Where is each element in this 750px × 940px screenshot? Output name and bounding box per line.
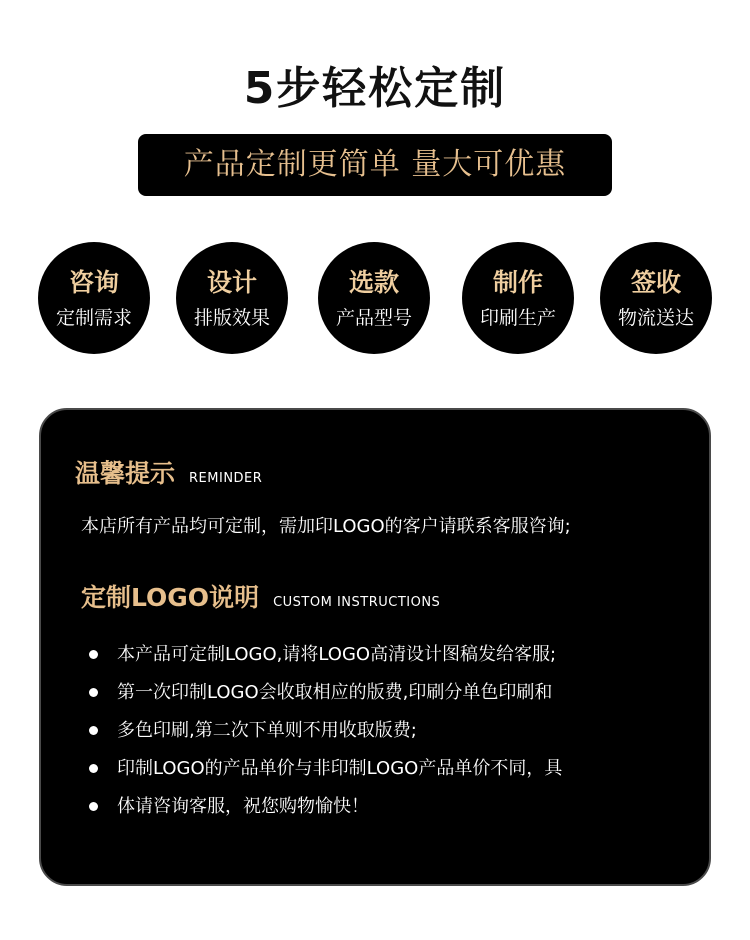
step-select	[318, 242, 430, 354]
step-subtitle: 物流送达	[617, 307, 694, 329]
step-title: 咨询	[68, 268, 119, 297]
step-title: 设计	[206, 268, 257, 297]
logo-instructions-title: 定制LOGO说明	[81, 583, 260, 612]
steps-row	[0, 242, 750, 354]
logo-instructions-title-en: CUSTOM INSTRUCTIONS	[273, 595, 441, 610]
list-item	[89, 794, 699, 832]
logo-instructions-heading	[81, 578, 440, 614]
step-subtitle: 排版效果	[193, 307, 270, 329]
page-title: 5步轻松定制	[243, 63, 507, 114]
list-item-text: 印制LOGO的产品单价与非印制LOGO产品单价不同，具	[117, 758, 563, 779]
step-design	[176, 242, 288, 354]
reminder-title: 温馨提示	[75, 459, 176, 488]
step-title: 选款	[348, 268, 399, 297]
list-item-text: 本产品可定制LOGO,请将LOGO高清设计图稿发给客服;	[117, 644, 557, 665]
list-item-text: 体请咨询客服，祝您购物愉快！	[117, 796, 369, 817]
step-title: 制作	[492, 268, 543, 297]
list-item	[89, 642, 699, 680]
list-item-text: 第一次印制LOGO会收取相应的版费,印刷分单色印刷和	[117, 682, 553, 703]
slogan-banner: 产品定制更简单 量大可优惠	[138, 134, 612, 196]
step-title: 签收	[630, 268, 681, 297]
list-item-text: 多色印刷,第二次下单则不用收取版费;	[117, 720, 417, 741]
step-consult	[38, 242, 150, 354]
bullet-dot-icon	[89, 688, 98, 697]
step-subtitle: 印刷生产	[479, 307, 556, 329]
bullet-dot-icon	[89, 764, 98, 773]
instructions-list	[89, 642, 699, 832]
step-produce	[462, 242, 574, 354]
list-item	[89, 756, 699, 794]
bullet-dot-icon	[89, 726, 98, 735]
step-subtitle: 定制需求	[55, 307, 132, 329]
list-item	[89, 718, 699, 756]
list-item	[89, 680, 699, 718]
bullet-dot-icon	[89, 802, 98, 811]
reminder-heading	[75, 454, 262, 490]
info-panel	[39, 408, 711, 886]
reminder-title-en: REMINDER	[189, 471, 263, 486]
step-receive	[600, 242, 712, 354]
reminder-text: 本店所有产品均可定制，需加印LOGO的客户请联系客服咨询;	[81, 516, 571, 537]
step-subtitle: 产品型号	[335, 307, 412, 329]
bullet-dot-icon	[89, 650, 98, 659]
